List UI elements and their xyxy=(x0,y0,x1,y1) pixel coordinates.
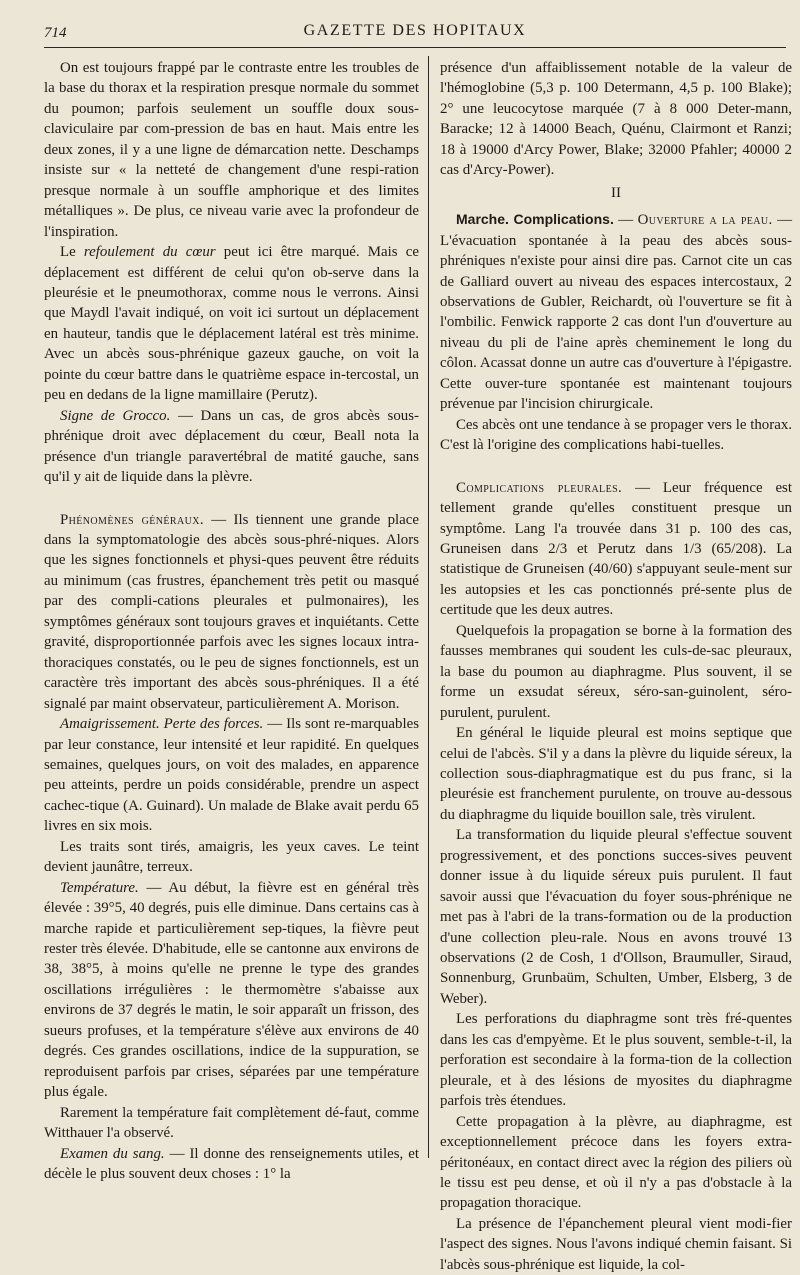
right-column xyxy=(440,58,792,1275)
italic-label: refoulement du cœur xyxy=(83,244,216,261)
page-header xyxy=(44,22,786,44)
paragraph: La transformation du liquide pleural s'effectue souvent progressivement, et des ponctions succes-sives peuvent donner issue à du liquide séreux puis purulent. Il faut savoir aussi que l'évacuation du foyer sous-phrénique ne met pas à l'abri de la trans-formation ou de la production d'une collection pleu-rale. Nous en avons trouvé 13 observations (2 de Cosh, 1 d'Ollson, Braumuller, Siraud, Sonnenburg, Grunbaüm, Schulten, Umber, Elsberg, 3 de Weber). xyxy=(440,827,792,1007)
paragraph: Cette propagation à la plèvre, au diaphragme, est exceptionnellement précoce dans les foyers extra-péritonéaux, en contact direct avec la région des piliers où le tissu est peu dense, et où il n'y a pas d'obstacle à la propagation thoracique. xyxy=(440,1113,792,1212)
paragraph xyxy=(44,1144,419,1185)
page-number: 714 xyxy=(44,25,67,41)
paragraph: La présence de l'épanchement pleural vient modi-fier l'aspect des signes. Nous l'avons indiqué chemin faisant. Si l'abcès sous-phrénique est liquide, la col- xyxy=(440,1215,792,1273)
paragraph xyxy=(44,510,419,715)
text-run: — Dans un cas, de gros abcès sous-phrénique droit avec déplacement du cœur, Beall nota la présence d'un triangle paravertébral de matité gauche, sans qu'il y ait de liquide dans la plèvre. xyxy=(44,407,419,486)
section-heading: Marche. Complications. xyxy=(456,211,614,228)
italic-label: Amaigrissement. Perte des forces. xyxy=(60,716,264,733)
paragraph: Quelquefois la propagation se borne à la formation des fausses membranes qui soudent les culs-de-sac pleuraux, la base du poumon au diaphragme. Plus souvent, il se forme un exsudat séreux, séro-san-guinolent, séro-purulent, purulent. xyxy=(440,622,792,721)
paragraph xyxy=(44,406,419,488)
italic-label: Examen du sang. xyxy=(60,1145,165,1162)
paragraph: Ces abcès ont une tendance à se propager vers le thorax. C'est là l'origine des complications habi-tuelles. xyxy=(440,416,792,454)
text-run: — Au début, la fièvre est en général très élevée : 39°5, 40 degrés, puis elle diminue. Dans certains cas à marche rapide et particulièrement sep-tiques, la fièvre peut rester très élevée. D'habitude, elle se cantonne aux environs de 38, 38°5, à moins qu'elle ne prenne le type des grandes oscillations irrégulières : le thermomètre s'abaisse aux environs de 37 degrés le matin, le soir apparaît un frisson, des sueurs profuses, et la température s'élève aux environs de 40 degrés. Ces grandes oscillations, indice de la suppuration, se reproduisent parfois par crises, séparées par une température plus égale. xyxy=(44,879,419,1101)
paragraph: Rarement la température fait complètement dé-faut, comme Witthauer l'a observé. xyxy=(44,1104,419,1142)
paragraph: On est toujours frappé par le contraste entre les troubles de la base du thorax et la respiration presque normale du sommet du poumon; parfois seulement un souffle doux sous-claviculaire par com-pression de bas en haut. Mais entre les deux zones, il y a une ligne de démarcation nette. Deschamps insiste sur « la netteté de changement d'une respi-ration presque normale à un souffle amphorique et des limites métalliques ». De plus, ce niveau varie avec la profondeur de l'inspiration. xyxy=(44,60,419,240)
column-divider xyxy=(428,56,429,1158)
paragraph xyxy=(440,478,792,621)
italic-label: Signe de Grocco. xyxy=(60,407,171,424)
text-run: Le xyxy=(60,244,84,261)
smallcaps-label: Complications pleurales. xyxy=(456,479,623,496)
text-run: — Il donne des renseignements utiles, et décèle le plus souvent deux choses : 1° la xyxy=(44,1145,419,1183)
section-number: II xyxy=(611,184,621,201)
paragraph: En général le liquide pleural est moins septique que celui de l'abcès. S'il y a dans la plèvre du liquide séreux, la collection sous-diaphragmatique est du pus franc, si la pleurésie est franchement purulente, on trouve au-dessous du diaphragme du liquide bouillon sale, très virulent. xyxy=(440,725,792,823)
left-column xyxy=(44,58,419,1184)
text-run: peut ici être marqué. Mais ce déplacement est différent de celui qu'on ob-serve dans la pleurésie et le pneumothorax, comme nous le verrons. Ainsi que Maydl l'avait indiqué, on voit ici surtout un déplacement en hauteur, tandis que le déplacement latéral est très minime. Avec un abcès sous-phrénique gazeux gauche, on voit la pointe du cœur battre dans le quatrième espace in-tercostal, un peu en dedans de la ligne mamillaire (Perutz). xyxy=(44,244,420,404)
text-run: — Ils tiennent une grande place dans la symptomatologie des abcès sous-phré-niques. Alors que les signes fonctionnels et physi-ques peuvent être réduits au minimum (cas frustres, épanchement très petit ou masqué par des compli-cations pleurales et pulmonaires), les symptômes généraux sont toujours graves et inquiétants. Cette gravité, disproportionnée parfois avec les signes locaux intra-thoraciques constatés, ou le peu de signes fonctionnels, est un caractère très important des abcès sous-phréniques. Il a été signalé par maint observateur, particulièrement A. Morison. xyxy=(44,511,419,712)
italic-label: Température. xyxy=(60,879,139,896)
text-run: — L'évacuation spontanée à la peau des abcès sous-phréniques n'existe pour ainsi dire pas. Carnot cite un cas de Galliard ouvert au niveau des espaces intercostaux, 2 observations de Gubler, Reichardt, où l'ouverture se fit à l'ombilic. Fenwick rapporte 2 cas dont l'un d'ouverture au niveau du pli de l'aine après cheminement le long du côlon. Acassat donne un autre cas d'ouverture à l'épigastre. Cette ouver-ture spontanée est maintenant toujours prévenue par l'incision chirurgicale. xyxy=(440,212,792,413)
text-run: — Leur fréquence est tellement grande qu'elles constituent presque un symptôme. Lang l'a trouvée dans 31 p. 100 des cas, Gruneisen dans 2/3 et Perutz dans 1/3 (65/208). La statistique de Gruneisen (40/60) s'appuyant seule-ment sur les autopsies et les cas ponctionnés pré-sente plus de certitude que les deux autres. xyxy=(440,479,792,619)
smallcaps-label: Phénomènes généraux. xyxy=(60,511,204,528)
paragraph xyxy=(44,714,419,837)
paragraph: Les traits sont tirés, amaigris, les yeux caves. Le teint devient jaunâtre, terreux. xyxy=(44,838,419,876)
text-run: — Ils sont re-marquables par leur constance, leur intensité et leur rapidité. En quelques semaines, quelques jours, on voit des malades, en apparence peu atteints, perdre un poids considérable, prendre un aspect cachec-tique (A. Guinard). Un malade de Blake avait perdu 65 livres en six mois. xyxy=(44,716,419,835)
running-title: GAZETTE DES HOPITAUX xyxy=(303,22,527,39)
paragraph: Marche. Complications. — Ouverture a la peau. — L'évacuation spontanée à la peau des abcès sous-phréniques n'existe pour ainsi dire pas. Carnot cite un cas de Galliard ouvert au niveau des espaces intercostaux, 2 observations de Gubler, Reichardt, où l'ouverture se fit à l'ombilic. Fenwick rapporte 2 cas dont l'un d'ouverture au niveau du pli de l'aine après cheminement le long du côlon. Acassat donne un autre cas d'ouverture à l'épigastre. Cette ouver-ture spontanée est maintenant toujours prévenue par l'incision chirurgicale. xyxy=(440,211,792,413)
smallcaps-label: Ouverture a la peau. xyxy=(637,212,773,229)
paragraph xyxy=(44,242,419,406)
paragraph xyxy=(44,878,419,1103)
paragraph: présence d'un affaiblissement notable de la valeur de l'hémoglobine (5,3 p. 100 Determann, 4,5 p. 100 Blake); 2° une leucocytose marquée (7 à 8 000 Deter-mann, Baracke; 12 à 14000 Beach, Quénu, Clairmont et Ranzi; 18 à 19000 d'Arcy Power, Blake; 32000 Pfahler; 40000 2 cas d'Arcy-Power). xyxy=(440,60,792,179)
paragraph: Les perforations du diaphragme sont très fré-quentes dans les cas d'empyème. Et le plus souvent, semble-t-il, la perforation est secondaire à la forma-tion de la collection pleurale, et à des lésions de myosites du diaphragme parfois très étendues. xyxy=(440,1011,792,1110)
header-rule xyxy=(44,47,786,48)
